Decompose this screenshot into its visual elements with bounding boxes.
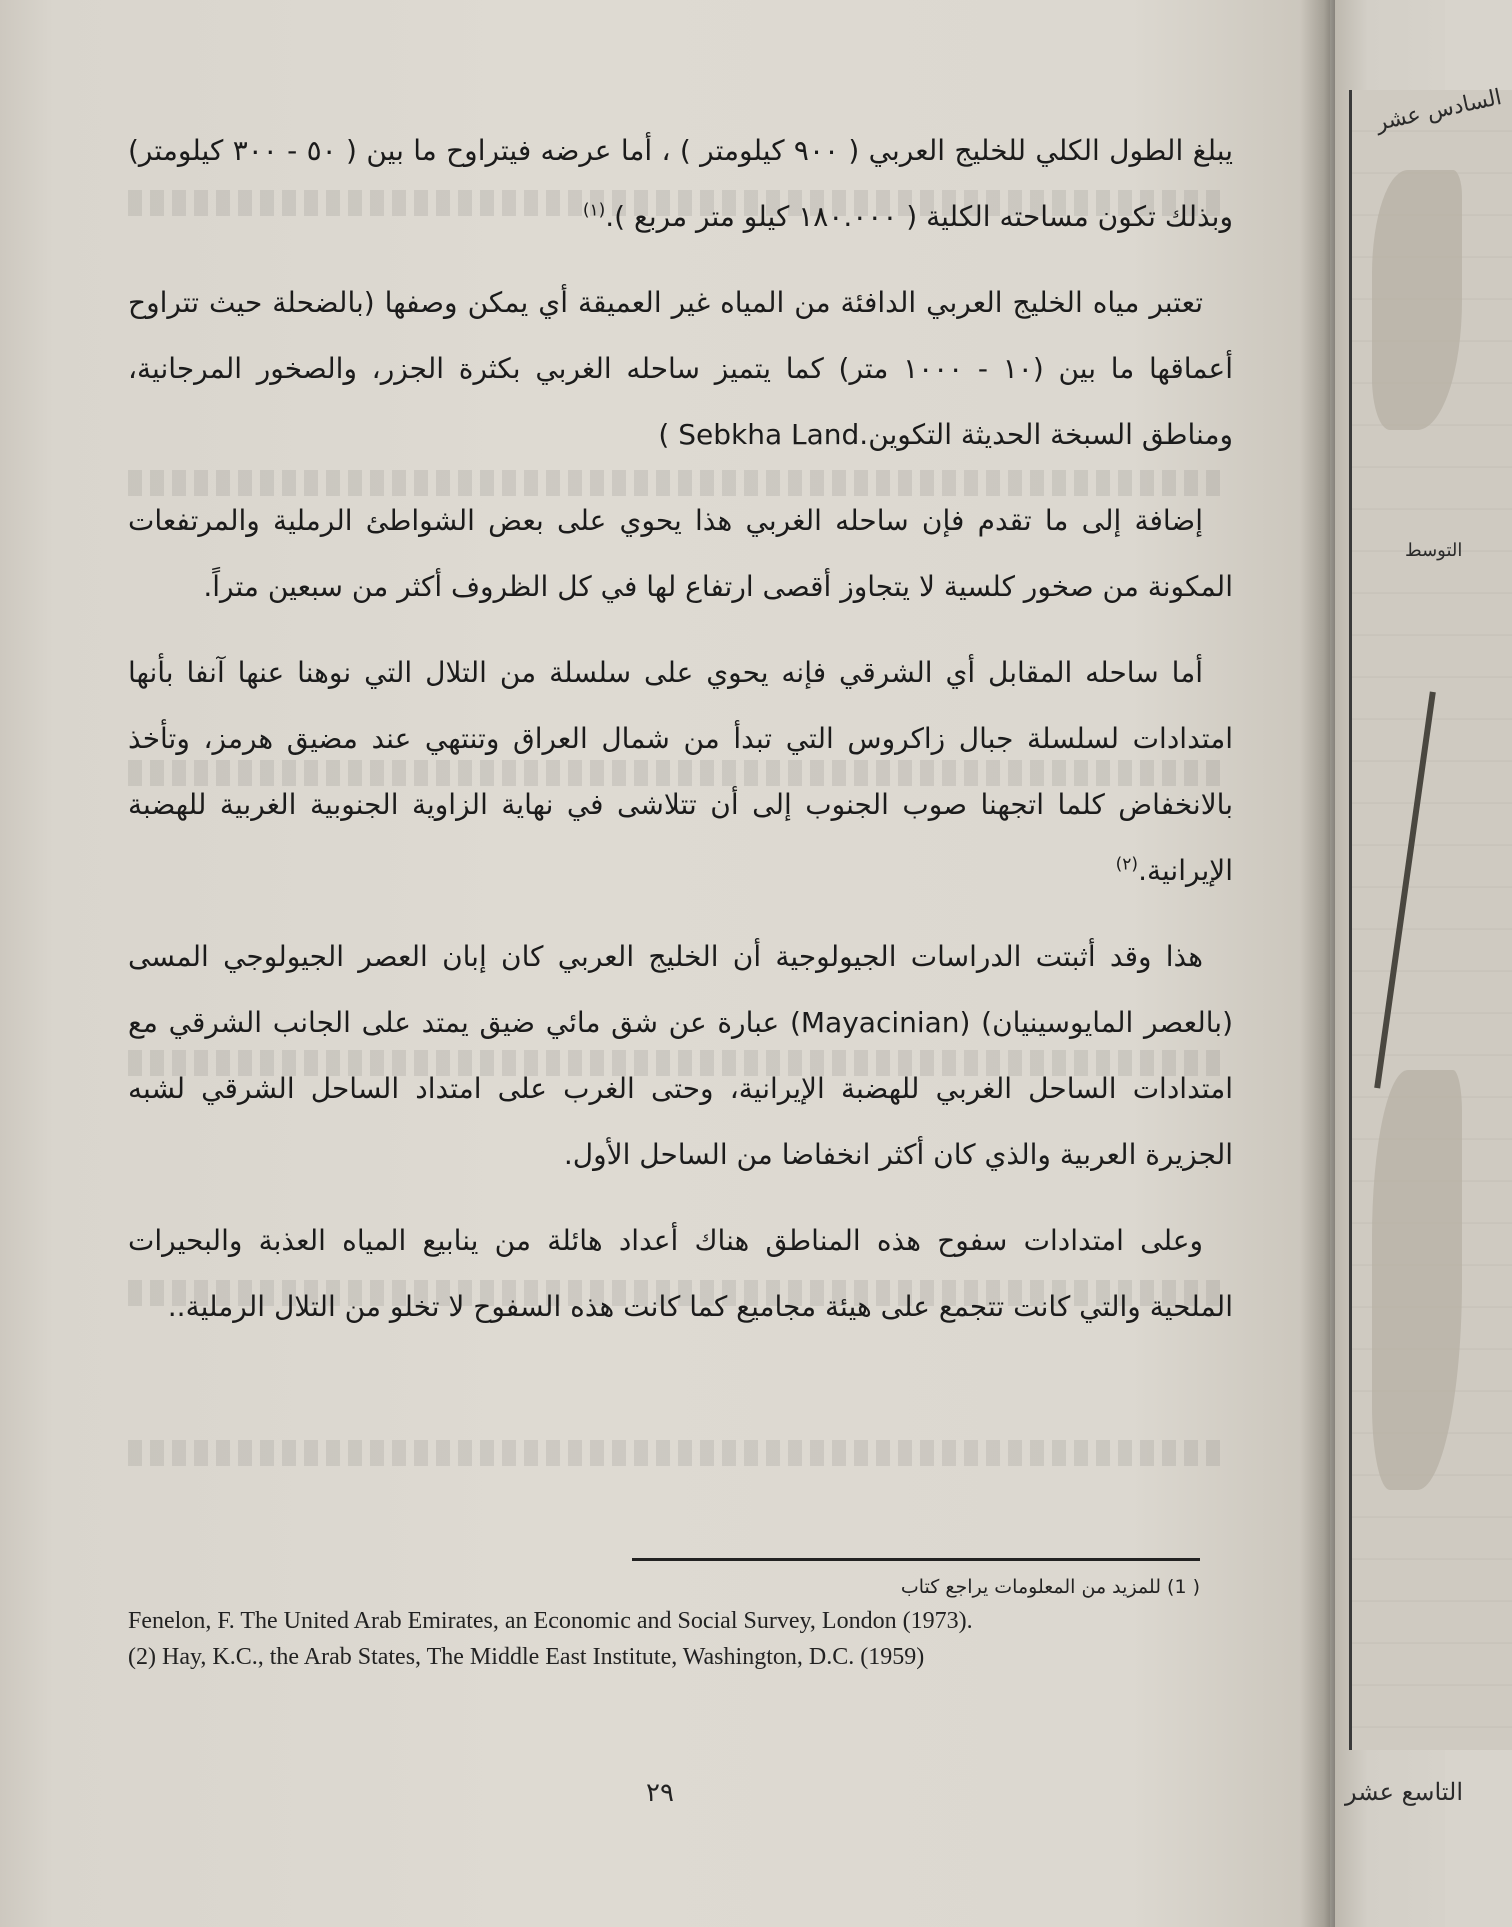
book-gutter-shadow (1300, 0, 1340, 1927)
latin-term: (Mayacinian) (789, 1006, 971, 1039)
footnote-reference-1: Fenelon, F. The United Arab Emirates, an Economic and Social Survey, London (1973). (128, 1608, 973, 1634)
map-river-line (1374, 692, 1436, 1089)
paragraph-gulf-length: يبلغ الطول الكلي للخليج العربي ( ٩٠٠ كيلومتر ) ، أما عرضه فيتراوح ما بين ( ٥٠ - ٣٠٠ كيلومتر) وبذلك تكون مساحته الكلية ( ١٨٠.٠٠٠ كيلو متر مربع ).$^{(١)}$ (128, 134, 1234, 233)
paragraph-western-coast: إضافة إلى ما تقدم فإن ساحله الغربي هذا يحوي على بعض الشواطئ الرملية والمرتفعات المكونة من صخور كلسية لا يتجاوز أقصى ارتفاع لها في كل الظروف أكثر من سبعين متراً. (128, 504, 1233, 603)
footnote-marker: (١) (582, 200, 606, 221)
paragraph-gulf-waters: تعتبر مياه الخليج العربي الدافئة من المياه غير العميقة أي يمكن وصفها (بالضحلة حيث تتراوح أعماقها ما بين (١٠ - ١٠٠٠ متر) كما يتميز ساحله الغربي بكثرة الجزر، والصخور المرجانية، ومناطق السبخة الحديثة التكوين.( Sebkha Land (128, 286, 1234, 451)
map-landmass (1372, 170, 1462, 430)
facing-page-map (1335, 0, 1504, 1927)
footnote-reference-2: (2) Hay, K.C., the Arab States, The Middle East Institute, Washington, D.C. (1959) (128, 1644, 925, 1670)
show-through-text (128, 1440, 1228, 1466)
body-text (128, 118, 1233, 1360)
paragraph-springs: وعلى امتدادات سفوح هذه المناطق هناك أعداد هائلة من ينابيع المياه العذبة والبحيرات الملحية والتي كانت تتجمع على هيئة مجاميع كما كانت هذه السفوح لا تخلو من التلال الرملية.. (128, 1224, 1233, 1323)
footnote-divider (632, 1558, 1200, 1561)
footnote-label: ( 1) للمزيد من المعلومات يراجع كتاب (900, 1576, 1200, 1598)
map-caption-label: التاسع عشر (1345, 1778, 1464, 1806)
paragraph-geology: هذا وقد أثبتت الدراسات الجيولوجية أن الخليج العربي كان إبان العصر الجيولوجي المسى (بالعصر المايوسينيان) (Mayacinian) عبارة عن شق مائي ضيق يمتد على الجانب الشرقي مع امتدادات الساحل الغربي للهضبة الإيرانية، وحتى الغرب على امتداد الساحل الشرقي لشبه الجزيرة العربية والذي كان أكثر انخفاضا من الساحل الأول. (128, 940, 1234, 1171)
map-landmass (1372, 1070, 1462, 1490)
page-number: ٢٩ (646, 1778, 674, 1808)
map-image (1349, 90, 1512, 1750)
paragraph-eastern-coast: أما ساحله المقابل أي الشرقي فإنه يحوي على سلسلة من التلال التي نوهنا عنها آنفا بأنها امتدادات لسلسلة جبال زاكروس التي تبدأ من شمال العراق وتنتهي عند مضيق هرمز، وتأخذ بالانخفاض كلما اتجهنا صوب الجنوب إلى أن تتلاشى في نهاية الزاوية الجنوبية الغربية للهضبة الإيرانية.$^{(٢)}$ (128, 656, 1233, 887)
footnote-marker: (٢) (1115, 854, 1139, 875)
map-sea-label: التوسط (1405, 540, 1463, 561)
latin-term: ( Sebkha Land (658, 418, 860, 451)
map-chapter-label: السادس عشر (1373, 84, 1504, 137)
